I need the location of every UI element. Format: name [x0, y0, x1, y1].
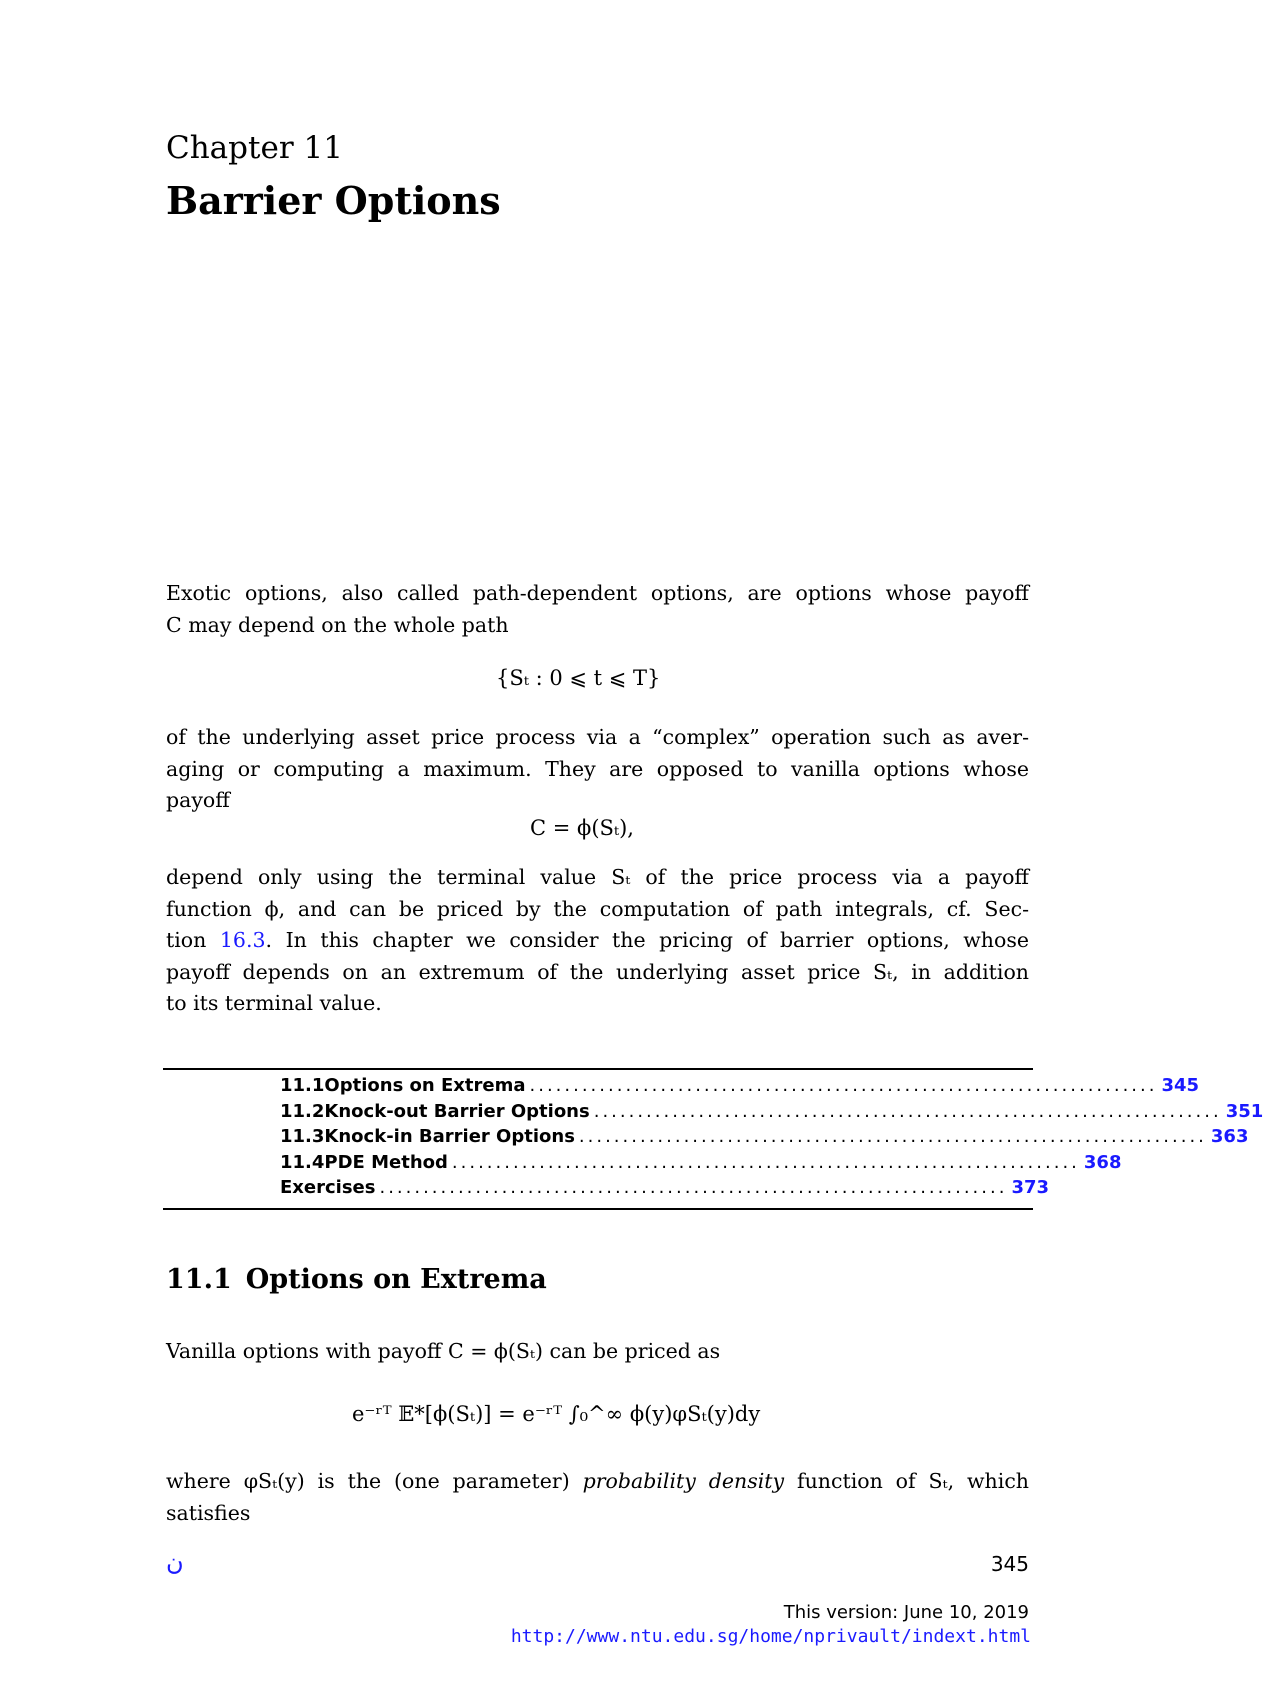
toc-number: 11.3: [280, 1126, 325, 1147]
section-text: function of Sₜ, which: [784, 1469, 1030, 1493]
toc-title: PDE Method: [324, 1151, 448, 1173]
toc-leader: ........................................................................: [529, 1075, 1158, 1096]
intro-line: C may depend on the whole path: [166, 612, 509, 637]
chapter-label: Chapter 11: [166, 130, 343, 166]
emphasis-text: probability density: [582, 1469, 785, 1493]
intro-line: function ϕ, and can be priced by the computation of path integrals, cf. Sec-: [166, 896, 1029, 921]
toc-row[interactable]: [280, 1075, 1200, 1101]
toc-number: 11.2: [280, 1100, 325, 1122]
publisher-logo-icon: ن: [166, 1548, 184, 1576]
section-number: 11.1: [166, 1264, 232, 1295]
toc-row[interactable]: [280, 1100, 1263, 1127]
intro-line: Exotic options, also called path-dependent options, are options whose payoff: [166, 581, 1029, 605]
equation-vanilla-price: e⁻ʳᵀ 𝔼*[ϕ(Sₜ)] = e⁻ʳᵀ ∫₀^∞ ϕ(y)φSₜ(y)dy: [352, 1402, 761, 1426]
toc-page-link[interactable]: 345: [1161, 1075, 1200, 1096]
intro-text: tion: [166, 928, 220, 952]
intro-line: to its terminal value.: [166, 991, 382, 1015]
toc-leader: ........................................................................: [578, 1126, 1207, 1147]
intro-line: depend only using the terminal value Sₜ of the price process via a payoff: [166, 865, 1029, 889]
toc-leader: ........................................................................: [593, 1100, 1222, 1122]
section-paragraph-1: [166, 1336, 1029, 1368]
toc-title: Knock-in Barrier Options: [324, 1126, 575, 1147]
intro-line: [166, 925, 1029, 957]
equation-vanilla-payoff: C = ϕ(Sₜ),: [530, 816, 634, 840]
toc-title: Exercises: [280, 1177, 376, 1198]
toc-page-link[interactable]: 373: [1011, 1177, 1050, 1198]
toc-row[interactable]: [280, 1126, 1249, 1152]
section-line: Vanilla options with payoff C = ϕ(Sₜ) can be priced as: [166, 1339, 721, 1363]
section-ref-link[interactable]: 16.3: [219, 928, 266, 952]
intro-line: payoff depends on an extremum of the underlying asset price Sₜ, in addition: [166, 959, 1029, 984]
homepage-link[interactable]: http://www.ntu.edu.sg/home/nprivault/indext.html: [510, 1626, 1031, 1647]
section-paragraph-2: [166, 1466, 1029, 1529]
section-text: where φSₜ(y) is the (one parameter): [166, 1469, 583, 1493]
toc-title: Knock-out Barrier Options: [324, 1100, 590, 1122]
chapter-toc: [280, 1075, 1263, 1203]
toc-row[interactable]: [280, 1177, 1050, 1203]
section-line: [166, 1466, 1029, 1498]
section-title: Options on Extrema: [245, 1264, 547, 1295]
intro-paragraph-2: [166, 722, 1029, 817]
section-heading: [166, 1264, 547, 1295]
intro-paragraph-1: [166, 578, 1029, 641]
intro-paragraph-3: [166, 862, 1029, 1020]
intro-line: of the underlying asset price process via a “complex” operation such as aver-: [166, 725, 1029, 749]
toc-page-link[interactable]: 368: [1083, 1151, 1122, 1173]
equation-path-set: {Sₜ : 0 ⩽ t ⩽ T}: [496, 666, 661, 690]
toc-leader: ........................................................................: [451, 1151, 1080, 1173]
toc-page-link[interactable]: 351: [1225, 1100, 1263, 1122]
chapter-title: Barrier Options: [166, 178, 501, 223]
toc-bottom-rule: [163, 1208, 1033, 1210]
toc-page-link[interactable]: 363: [1210, 1126, 1249, 1147]
version-note: This version: June 10, 2019: [783, 1602, 1029, 1623]
toc-number: 11.4: [280, 1151, 325, 1173]
toc-top-rule: [163, 1068, 1033, 1070]
intro-line: aging or computing a maximum. They are opposed to vanilla options whose: [166, 756, 1029, 781]
toc-leader: ........................................................................: [379, 1177, 1008, 1198]
intro-text: . In this chapter we consider the pricing of barrier options, whose: [265, 928, 1029, 952]
page-number: 345: [990, 1552, 1029, 1576]
intro-line: payoff: [166, 788, 230, 812]
toc-title: Options on Extrema: [324, 1075, 526, 1096]
toc-number: 11.1: [280, 1075, 325, 1096]
toc-row[interactable]: [280, 1151, 1122, 1178]
section-line: satisfies: [166, 1500, 251, 1525]
